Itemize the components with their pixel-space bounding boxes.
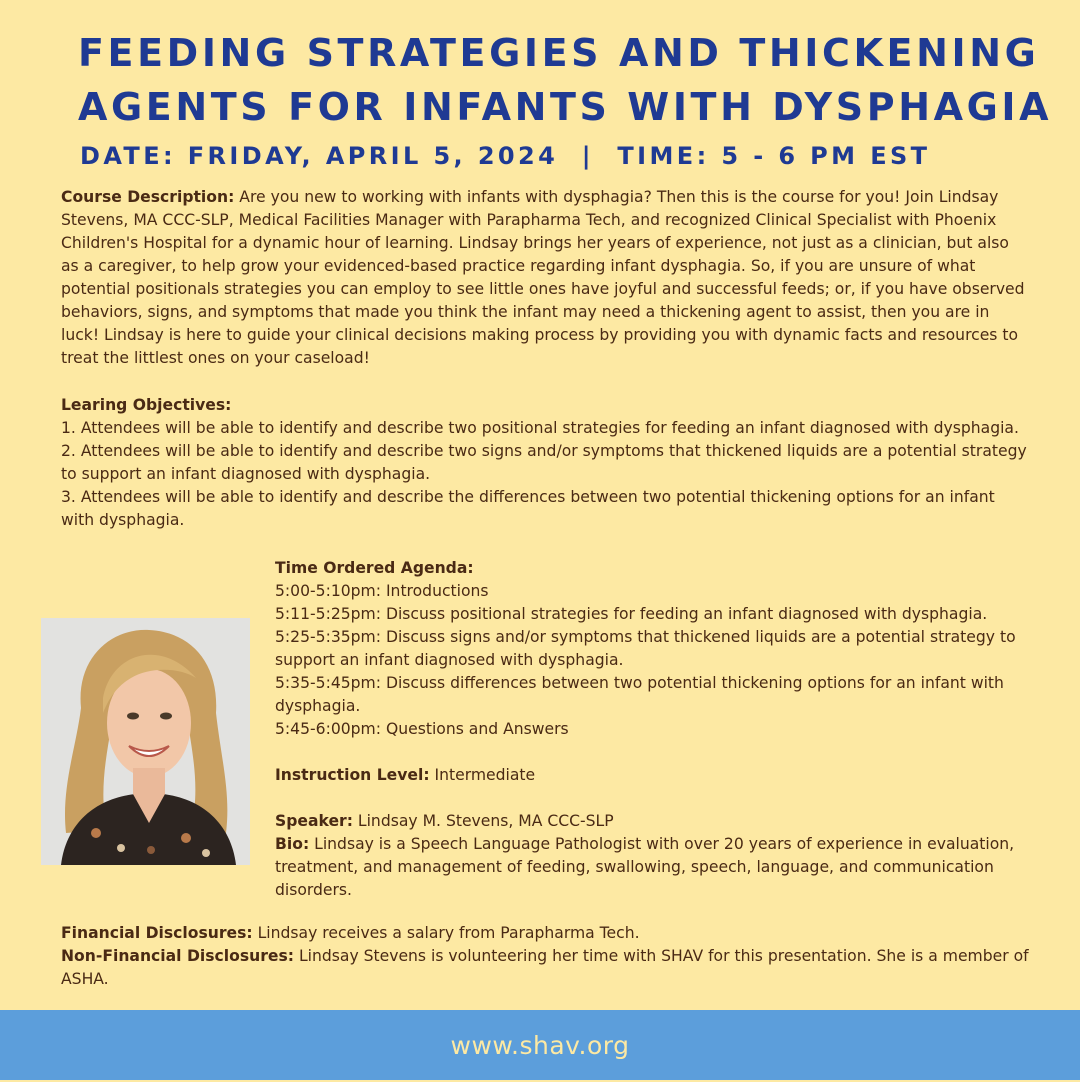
nonfinancial-disclosure-label: Non-Financial Disclosures: xyxy=(61,947,294,965)
course-description-text: Are you new to working with infants with dysphagia? Then this is the course for you! Join Lindsay Stevens, MA CCC-SLP, Medical Facilities Manager with Parapharma Tech, and recognized Clinical Specialist with Phoenix Children's Hospital for a dynamic hour of learning. Lindsay brings her years of experience, not just as a clinician, but also as a caregiver, to help grow your evidenced-based practice regarding infant dysphagia. So, if you are unsure of what potential positionals strategies you can employ to see little ones have joyful and successful feeds; or, if you have observed behaviors, signs, and symptoms that made you think the infant may need a thickening agent to assist, then you are in luck! Lindsay is here to guide your clinical decisions making process by providing you with dynamic facts and resources to treat the littlest ones on your caseload! xyxy=(61,188,1025,367)
title-line-1: FEEDING STRATEGIES AND THICKENING xyxy=(78,31,1040,75)
footer-band xyxy=(0,1010,1080,1080)
speaker-photo xyxy=(41,618,250,865)
date-time-line: DATE: FRIDAY, APRIL 5, 2024 | TIME: 5 - 6 PM EST xyxy=(80,142,931,170)
course-description xyxy=(61,186,1031,370)
agenda-item: 5:00-5:10pm: Introductions xyxy=(275,582,489,600)
agenda-item: 5:11-5:25pm: Discuss positional strategies for feeding an infant diagnosed with dysphagia. xyxy=(275,605,988,623)
agenda-item: 5:35-5:45pm: Discuss differences between two potential thickening options for an infant with dysphagia. xyxy=(275,674,1004,715)
objective-item: 2. Attendees will be able to identify and describe two signs and/or symptoms that thickened liquids are a potential strategy to support an infant diagnosed with dysphagia. xyxy=(61,442,1027,483)
website-link[interactable]: www.shav.org xyxy=(450,1031,630,1060)
agenda-item: 5:45-6:00pm: Questions and Answers xyxy=(275,720,569,738)
learning-objectives-label: Learing Objectives: xyxy=(61,396,232,414)
speaker-label: Speaker: xyxy=(275,812,353,830)
speaker-name: Lindsay M. Stevens, MA CCC-SLP xyxy=(352,812,614,830)
disclosures-section xyxy=(61,922,1031,991)
instruction-level xyxy=(275,764,1045,787)
learning-objectives xyxy=(61,394,1031,532)
bio-text: Lindsay is a Speech Language Pathologist with over 20 years of experience in evaluation, treatment, and management of feeding, swallowing, speech, language, and communication disorders. xyxy=(275,835,1015,899)
bio-label: Bio: xyxy=(275,835,310,853)
instruction-level-value: Intermediate xyxy=(429,766,536,784)
financial-disclosure-label: Financial Disclosures: xyxy=(61,924,253,942)
speaker-portrait-image xyxy=(41,618,250,865)
title-line-2: AGENTS FOR INFANTS WITH DYSPHAGIA xyxy=(78,85,1053,129)
speaker-line xyxy=(275,810,1045,833)
page-title xyxy=(78,26,1058,134)
agenda-item: 5:25-5:35pm: Discuss signs and/or symptoms that thickened liquids are a potential strategy to support an infant diagnosed with dysphagia. xyxy=(275,628,1016,669)
nonfinancial-disclosure-text: Lindsay Stevens is volunteering her time with SHAV for this presentation. She is a member of ASHA. xyxy=(61,947,1029,988)
instruction-level-label: Instruction Level: xyxy=(275,766,430,784)
speaker-bio xyxy=(275,833,1045,902)
nonfinancial-disclosure xyxy=(61,945,1031,991)
course-description-label: Course Description: xyxy=(61,188,235,206)
agenda-label: Time Ordered Agenda: xyxy=(275,559,474,577)
agenda-section xyxy=(275,557,1045,902)
objective-item: 1. Attendees will be able to identify and describe two positional strategies for feeding an infant diagnosed with dysphagia. xyxy=(61,419,1019,437)
objective-item: 3. Attendees will be able to identify and describe the differences between two potential thickening options for an infant with dysphagia. xyxy=(61,488,995,529)
financial-disclosure-text: Lindsay receives a salary from Parapharma Tech. xyxy=(252,924,640,942)
financial-disclosure xyxy=(61,922,1031,945)
